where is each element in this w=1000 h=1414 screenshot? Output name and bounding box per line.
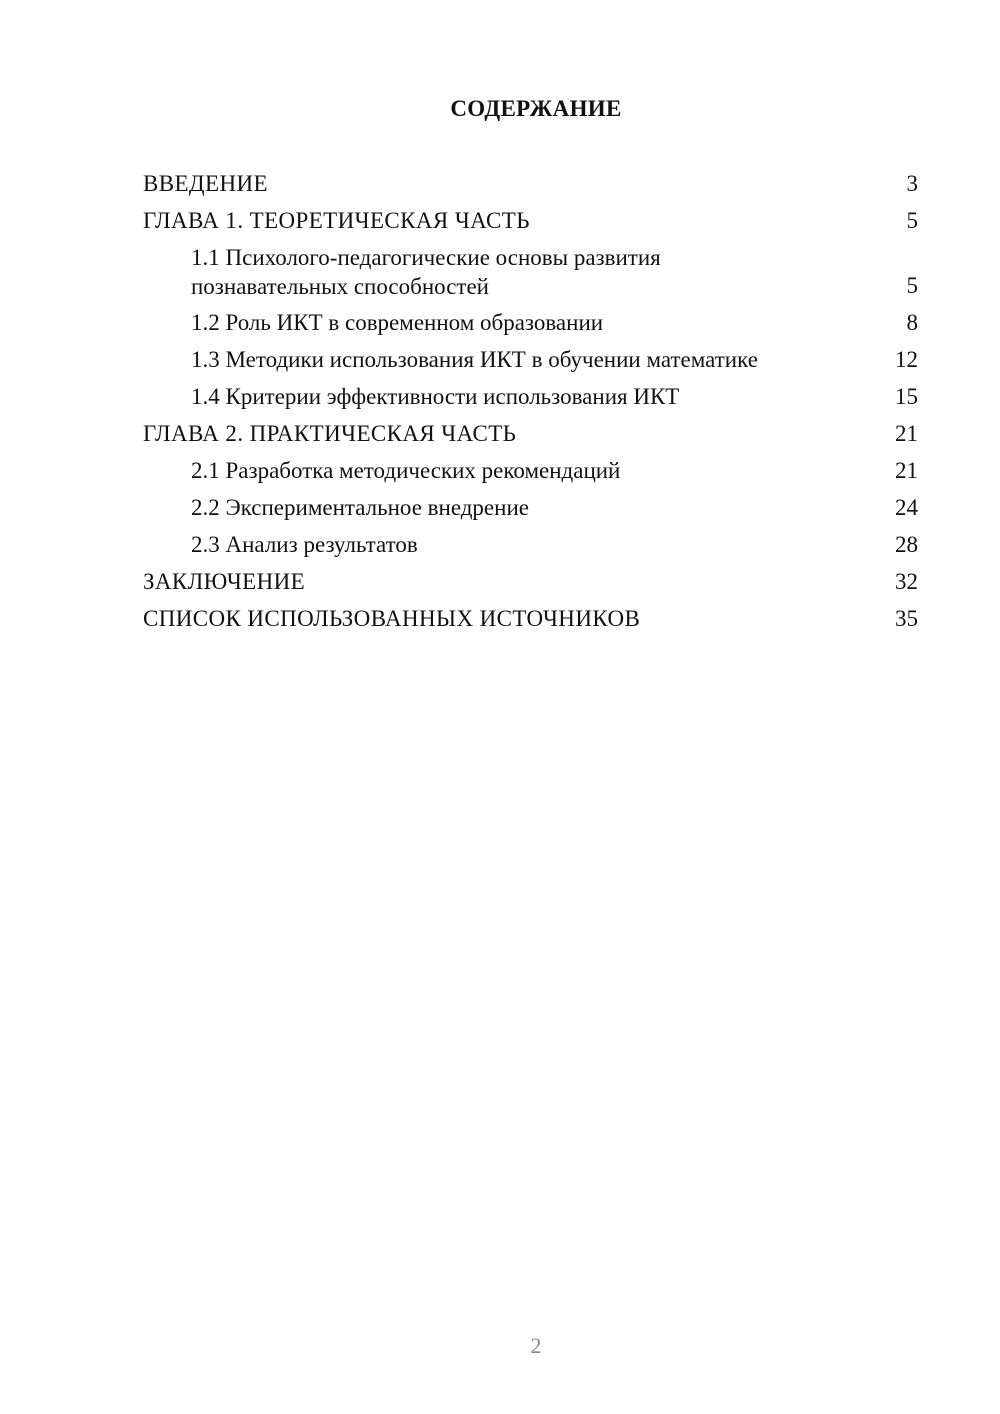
toc-entry-introduction[interactable] [143, 169, 918, 206]
toc-entry-page: 35 [895, 606, 918, 631]
toc-entry-section-1-3[interactable] [143, 345, 918, 382]
toc-entry-page: 5 [906, 273, 918, 298]
page-title: СОДЕРЖАНИЕ [450, 96, 622, 121]
toc-entry-section-1-2[interactable] [143, 308, 918, 345]
toc-entry-label: ВВЕДЕНИЕ [143, 171, 268, 196]
toc-entry-conclusion[interactable] [143, 567, 918, 604]
toc-entry-label: 1.3 Методики использования ИКТ в обучении математике [191, 347, 758, 372]
toc-entry-label: ГЛАВА 1. ТЕОРЕТИЧЕСКАЯ ЧАСТЬ [143, 208, 530, 233]
toc-entry-label: ГЛАВА 2. ПРАКТИЧЕСКАЯ ЧАСТЬ [143, 421, 517, 446]
toc-entry-page: 12 [895, 347, 918, 372]
toc-entry-page: 3 [906, 171, 918, 196]
toc-entry-page: 5 [906, 208, 918, 233]
toc-entry-references[interactable] [143, 604, 918, 641]
toc-entry-page: 21 [895, 421, 918, 446]
toc-entry-label: СПИСОК ИСПОЛЬЗОВАННЫХ ИСТОЧНИКОВ [143, 606, 641, 631]
toc-entry-page: 28 [895, 532, 918, 557]
toc-entry-page: 32 [895, 569, 918, 594]
table-of-contents [143, 169, 918, 641]
toc-entry-chapter-2[interactable] [143, 419, 918, 456]
toc-entry-page: 21 [895, 458, 918, 483]
toc-entry-label: 2.3 Анализ результатов [191, 532, 418, 557]
toc-entry-label: 1.1 Психолого-педагогические основы развития познавательных способностей [191, 245, 661, 299]
toc-entry-label: 1.4 Критерии эффективности использования ИКТ [191, 384, 680, 409]
page-number: 2 [530, 1333, 542, 1358]
toc-entry-section-1-4[interactable] [143, 382, 918, 419]
toc-entry-page: 8 [906, 310, 918, 335]
toc-entry-section-2-2[interactable] [143, 493, 918, 530]
toc-entry-section-1-1[interactable] [143, 243, 918, 308]
toc-entry-chapter-1[interactable] [143, 206, 918, 243]
toc-entry-label: ЗАКЛЮЧЕНИЕ [143, 569, 306, 594]
toc-entry-page: 24 [895, 495, 918, 520]
toc-entry-section-2-3[interactable] [143, 530, 918, 567]
toc-entry-page: 15 [895, 384, 918, 409]
toc-entry-label: 2.2 Экспериментальное внедрение [191, 495, 529, 520]
toc-entry-label: 1.2 Роль ИКТ в современном образовании [191, 310, 604, 335]
toc-entry-label: 2.1 Разработка методических рекомендаций [191, 458, 621, 483]
toc-entry-section-2-1[interactable] [143, 456, 918, 493]
